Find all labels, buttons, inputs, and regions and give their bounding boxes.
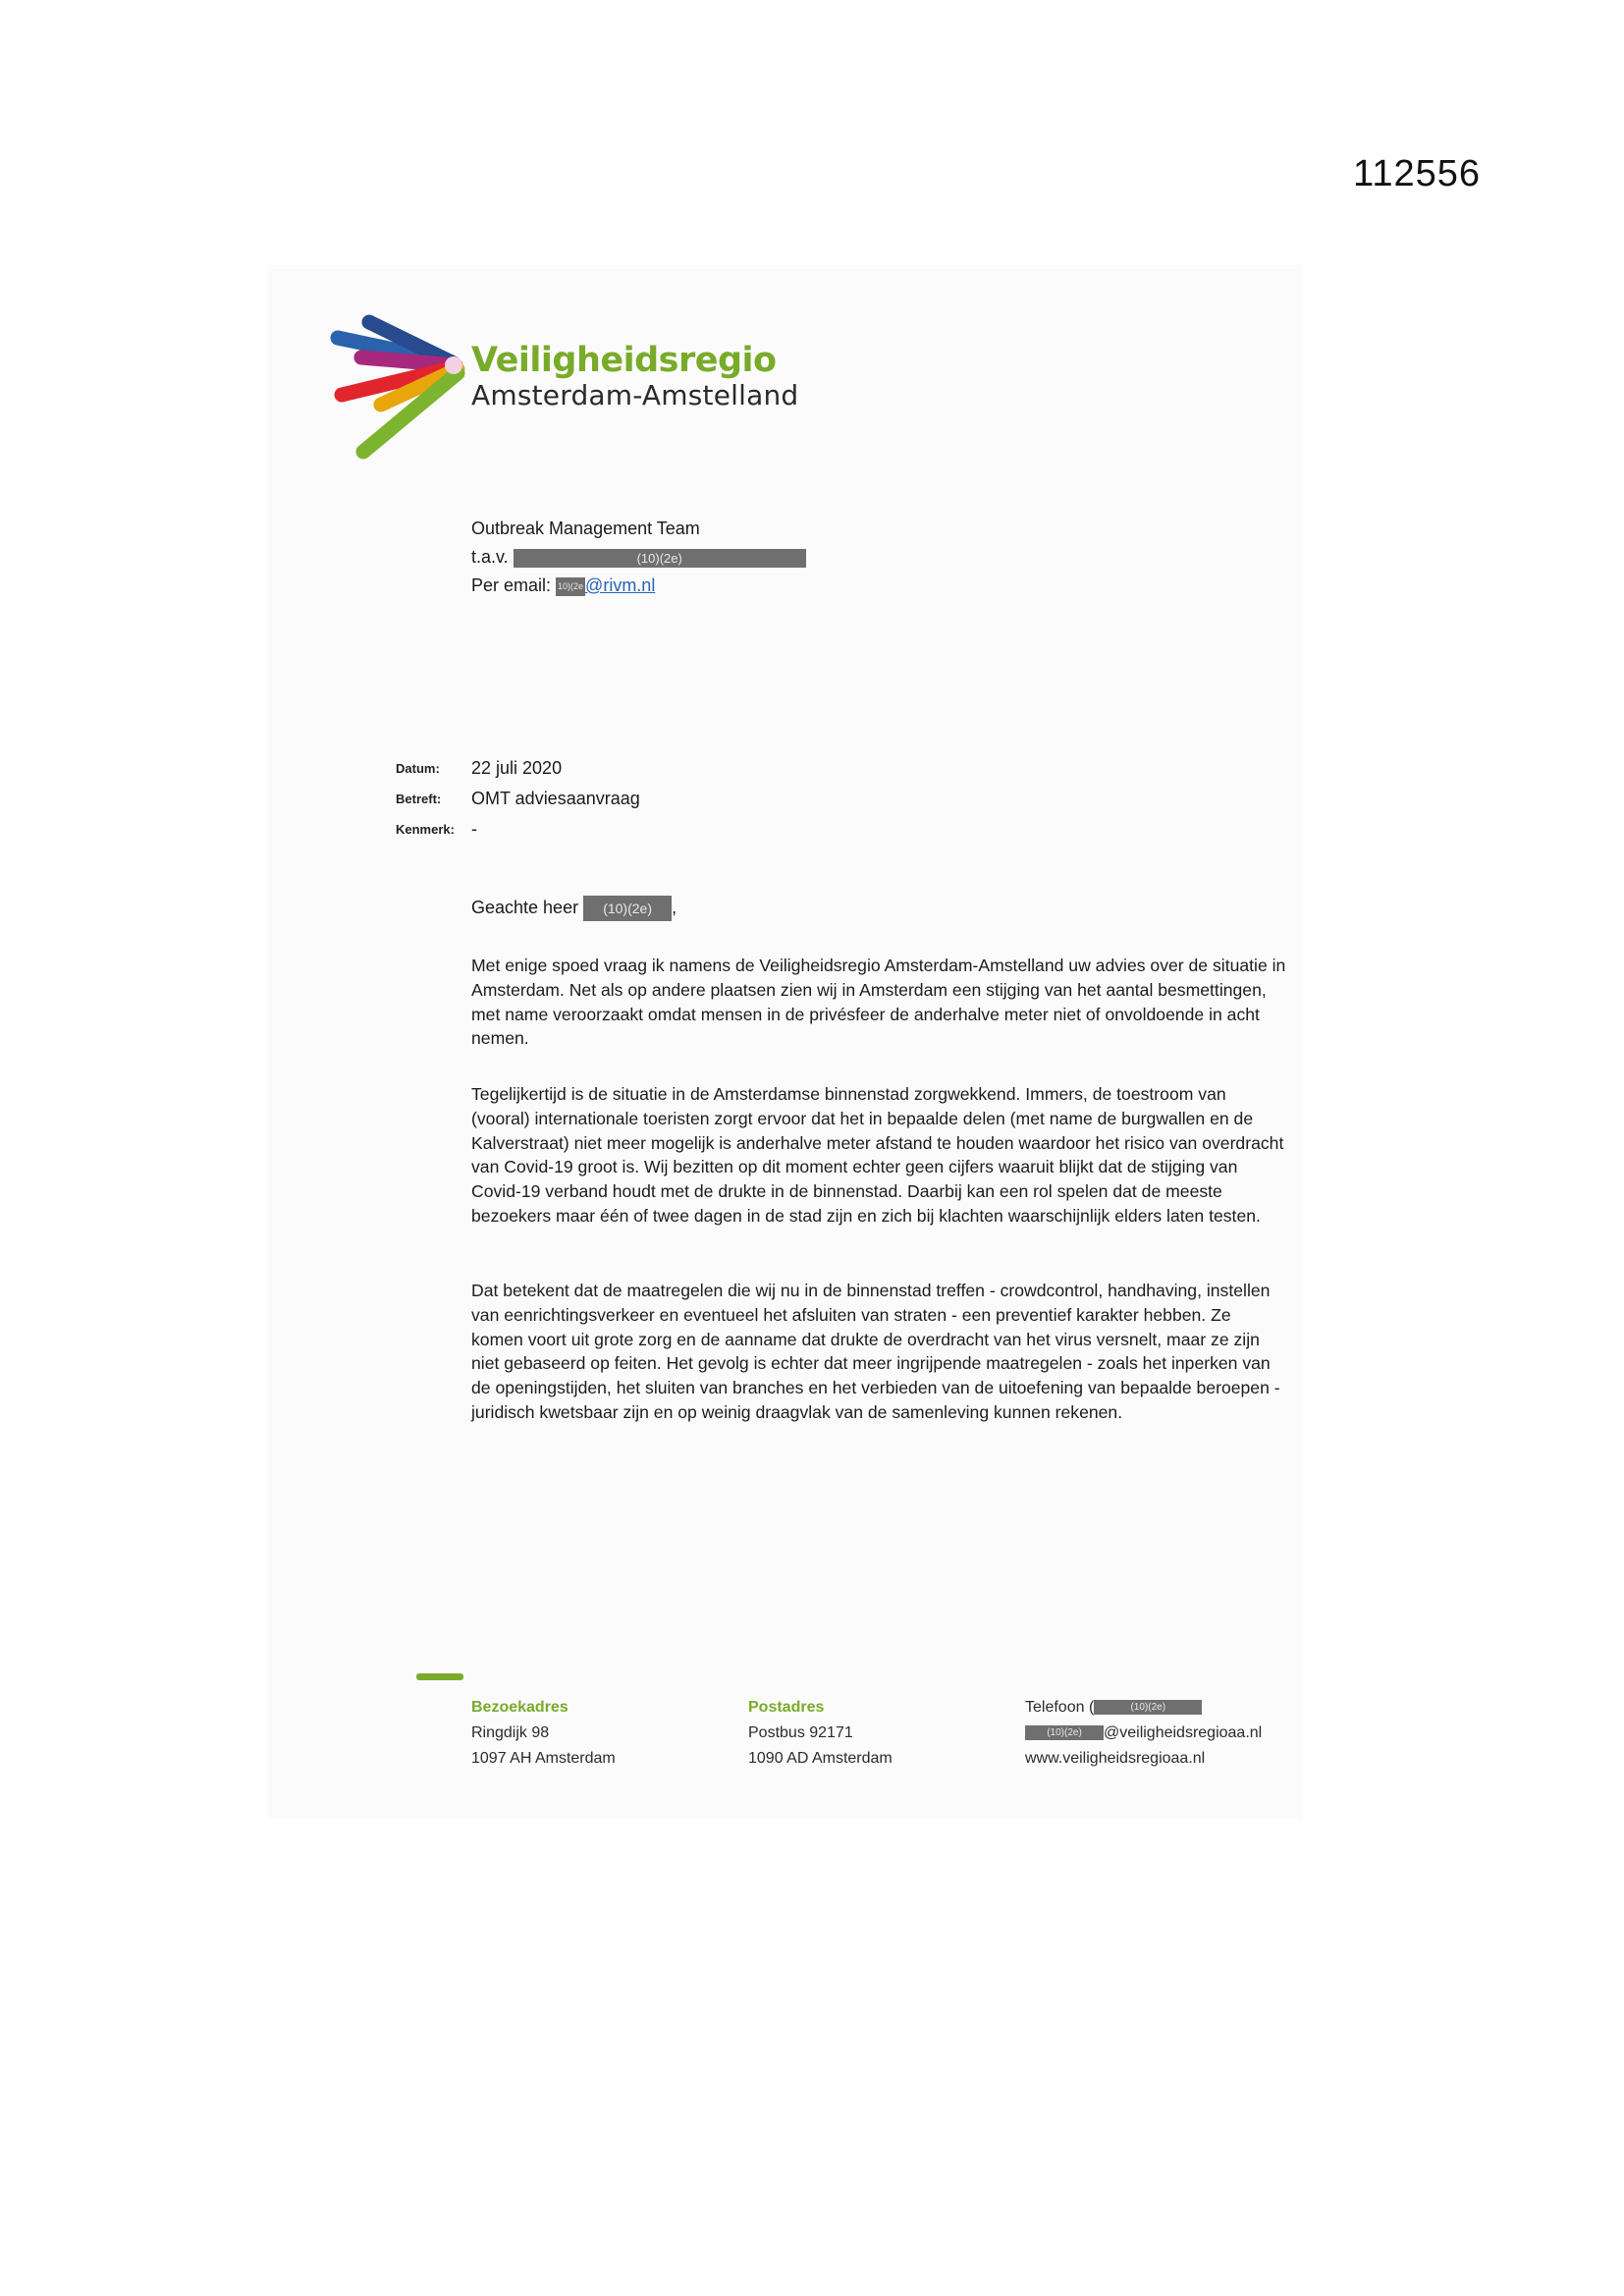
postal-line2: 1090 AD Amsterdam: [748, 1750, 893, 1767]
attention-label: t.a.v.: [471, 547, 509, 567]
addressee-team: Outbreak Management Team: [471, 519, 700, 538]
redaction-box: (10)(2e): [583, 896, 672, 921]
salutation: [471, 896, 677, 921]
email-label: Per email:: [471, 575, 552, 595]
redaction-box: (10)(2e): [1025, 1725, 1104, 1740]
organization-name: Veiligheidsregio: [471, 341, 777, 380]
reference-value: -: [471, 819, 477, 839]
visit-heading: Bezoekadres: [471, 1699, 568, 1716]
postal-heading: Postadres: [748, 1699, 825, 1716]
email-domain: @rivm.nl: [585, 575, 656, 595]
footer-contact: [1025, 1695, 1262, 1772]
redaction-box: (10)(2e): [1094, 1700, 1202, 1715]
addressee-block: [471, 515, 806, 600]
visit-line2: 1097 AH Amsterdam: [471, 1750, 616, 1767]
redaction-box: 10)(2e: [556, 577, 585, 596]
footer-accent-bar: [416, 1673, 463, 1680]
organization-region: Amsterdam-Amstelland: [471, 379, 799, 411]
email-link[interactable]: [556, 575, 655, 595]
salutation-text: Geachte heer: [471, 897, 579, 917]
paragraph: Met enige spoed vraag ik namens de Veiligheidsregio Amsterdam-Amstelland uw advies over de situatie in Amsterdam. Net als op andere plaatsen zien wij in Amsterdam een stijging van het aantal besmettingen, met name veroorzaakt omdat mensen in de privésfeer de anderhalve meter niet of onvoldoende in acht nemen.: [471, 956, 1286, 1049]
redaction-box: (10)(2e): [514, 549, 806, 568]
paragraph: Dat betekent dat de maatregelen die wij nu in de binnenstad treffen - crowdcontrol, handhaving, instellen van eenrichtingsverkeer en eventueel het afsluiten van straten - een preventief karakter hebben. Ze komen voort uit grote zorg en de aanname dat drukte de overdracht van het virus versnelt, maar ze zijn niet gebaseerd op feiten. Het gevolg is echter dat meer ingrijpende maatregelen - zoals het inperken van de openingstijden, het sluiten van branches en het verbieden van de uitoefening van bepaalde beroepen - juridisch kwetsbaar zijn en op weinig draagvlak van de samenleving kunnen rekenen.: [471, 1281, 1280, 1422]
addressee-attention: [471, 543, 806, 572]
addressee-email: [471, 572, 806, 600]
footer-postal-address: [748, 1695, 893, 1772]
website-link[interactable]: www.veiligheidsregioaa.nl: [1025, 1750, 1206, 1767]
salutation-end: ,: [672, 897, 677, 917]
visit-line1: Ringdijk 98: [471, 1724, 550, 1741]
date-label: Datum:: [396, 761, 440, 776]
subject-value: OMT adviesaanvraag: [471, 789, 640, 808]
contact-email-line[interactable]: [1025, 1721, 1262, 1746]
document-number: 112556: [1353, 153, 1481, 194]
organization-logo-icon: [324, 306, 491, 464]
subject-label: Betreft:: [396, 792, 442, 806]
reference-label: Kenmerk:: [396, 822, 455, 837]
phone-label: Telefoon (: [1025, 1699, 1095, 1716]
postal-line1: Postbus 92171: [748, 1724, 853, 1741]
contact-email-domain: @veiligheidsregioaa.nl: [1104, 1724, 1263, 1741]
phone-line: [1025, 1695, 1262, 1721]
footer-visit-address: [471, 1695, 616, 1772]
date-value: 22 juli 2020: [471, 758, 563, 778]
paragraph: Tegelijkertijd is de situatie in de Amsterdamse binnenstad zorgwekkend. Immers, de toestroom van (vooral) internationale toeristen zorgt ervoor dat het in bepaalde delen (met name de burgwallen en de Kalverstraat) niet meer mogelijk is anderhalve meter afstand te houden waardoor het risico van overdracht van Covid-19 groot is. Wij bezitten op dit moment echter geen cijfers waaruit blijkt dat de stijging van Covid-19 verband houdt met de drukte in de binnenstad. Daarbij kan een rol spelen dat de meeste bezoekers maar één of twee dagen in de stad zijn en zich bij klachten waarschijnlijk elders laten testen.: [471, 1084, 1284, 1226]
